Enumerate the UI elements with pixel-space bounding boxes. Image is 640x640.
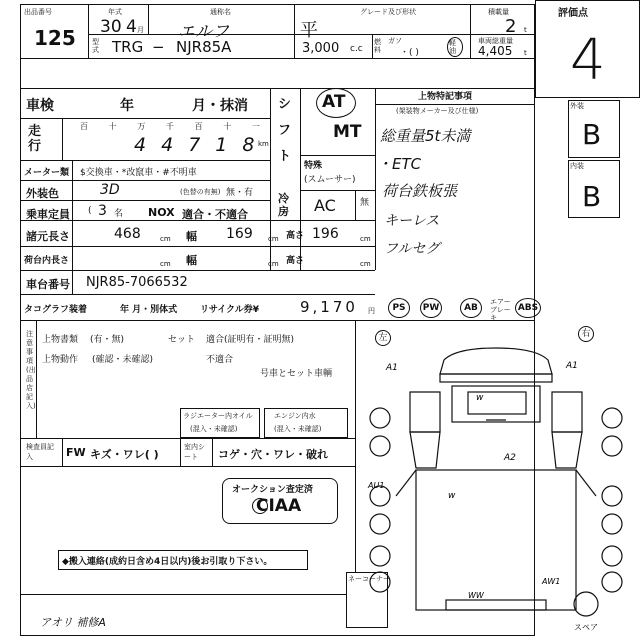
tacho-label: タコグラフ装着 <box>24 305 88 315</box>
action-options: (確認・未確認) <box>92 355 154 365</box>
fw-label: FW <box>66 446 86 459</box>
action-label: 上物動作 <box>42 355 79 365</box>
radiator-label: ラジエーター内オイル <box>183 412 253 420</box>
gvw-label: 車両総重量 <box>478 37 513 45</box>
abs-icon: ABS <box>515 298 541 318</box>
gvw-unit: t <box>524 49 527 57</box>
model-month: 4 <box>126 17 137 37</box>
mileage-label: 走行 <box>28 124 42 154</box>
color-change-value: 無・有 <box>226 188 254 198</box>
shift-label: シフト <box>278 97 292 164</box>
set-vehicle: 号車とセット車輌 <box>260 369 333 379</box>
type-prefix: TRG <box>112 38 144 56</box>
attention-label: 注意事項(出品店記入) <box>26 330 36 410</box>
bed-length-label: 荷台内長さ <box>24 256 70 266</box>
equip-note-2: ・ETC <box>377 155 422 173</box>
type-code: NJR85A <box>176 38 232 56</box>
height-unit: cm <box>360 235 371 243</box>
length-value: 468 <box>114 226 141 242</box>
bed-width-label: 幅 <box>186 254 197 267</box>
corner-label: ネーコーナー <box>348 575 390 583</box>
docs-status: 適合(証明有・証明無) <box>206 335 295 345</box>
chassis-value: NJR85-7066532 <box>86 275 188 290</box>
lot-number-label: 出品番号 <box>24 8 52 16</box>
ab-icon: AB <box>460 298 482 318</box>
length-unit: cm <box>160 235 171 243</box>
bed-height-label: 高さ <box>286 256 305 266</box>
fuel-gas: ガソ <box>388 37 402 45</box>
month-unit: 月 <box>137 26 144 34</box>
fuel-diesel: 軽油 <box>449 39 456 55</box>
docs-options: (有・無) <box>90 335 125 345</box>
mark-spare: スペア <box>574 623 598 632</box>
color-code: 3D <box>100 182 120 198</box>
air-brake-label: エアーブレーキ <box>490 298 511 322</box>
shaken-month: 月・抹消 <box>192 98 248 114</box>
interior-seat-label: 室内シート <box>184 443 205 461</box>
grade-label: グレード及び形状 <box>360 8 416 16</box>
mark-w-cab: w <box>476 393 484 403</box>
lot-number: 125 <box>34 26 76 50</box>
interior-grade: B <box>582 180 602 213</box>
fuel-label: 燃料 <box>374 38 381 54</box>
model-year-label: 年式 <box>108 8 122 16</box>
aircon-label: 冷房 <box>278 192 289 218</box>
mileage-units: 百 十 万 千 百 十 一 <box>80 122 260 131</box>
model-year: 30 <box>100 17 122 37</box>
capacity-label: 積載量 <box>488 8 509 16</box>
equip-note-5: フルセグ <box>384 241 440 257</box>
engine-sub: (混入・未確認) <box>274 425 322 433</box>
color-change: (色替の有無) <box>180 188 221 196</box>
tacho-value: 年 月・別体式 <box>120 305 178 315</box>
displacement: 3,000 <box>302 41 340 56</box>
width-value: 169 <box>226 226 253 242</box>
shaken-year: 年 <box>120 98 134 114</box>
docs-unfit: 不適合 <box>206 355 234 365</box>
color-label: 外装色 <box>26 187 59 200</box>
nox-label: NOX <box>148 206 175 219</box>
special-equip-sub: (架装物メーカー及び仕様) <box>396 107 479 115</box>
set-label: セット <box>168 335 196 345</box>
displacement-unit: c.c <box>350 44 363 54</box>
diagram-left-label: 左 <box>375 330 391 346</box>
width-unit: cm <box>268 235 279 243</box>
equip-note-4: キーレス <box>384 213 440 229</box>
height-label: 高さ <box>286 231 305 241</box>
exterior-label: 外装 <box>570 102 584 110</box>
equip-note-3: 荷台鉄板張 <box>382 182 458 200</box>
type-dash: − <box>152 38 165 56</box>
passengers-value: 3 <box>98 203 107 219</box>
car-name-label: 通称名 <box>210 8 231 16</box>
aircon-none: 無 <box>360 198 370 208</box>
notice-text: ◆搬入連絡(成約日含め4日以内)後お引取り下さい。 <box>62 557 273 567</box>
mark-a2: A2 <box>504 453 516 463</box>
docs-label: 上物書類 <box>42 335 79 345</box>
capacity: 2 <box>505 16 517 37</box>
mark-aw1: AW1 <box>542 577 561 586</box>
at-label: AT <box>322 92 346 112</box>
special-value: (スムーサー) <box>304 175 356 185</box>
meter-options: $交換車・*改竄車・#不明車 <box>80 168 197 178</box>
width-label: 幅 <box>186 230 197 243</box>
mark-a1-right: A1 <box>566 361 578 371</box>
mark-a1-left: A1 <box>386 363 398 373</box>
passengers-label: 乗車定員 <box>26 208 70 221</box>
nox-status: 適合・不適合 <box>182 208 248 221</box>
handwritten-note: アオリ 補修A <box>40 616 106 629</box>
capacity-unit: t <box>524 26 527 34</box>
equip-note-1: 総重量5t未満 <box>380 127 471 145</box>
recycle-label: リサイクル券¥ <box>200 305 260 315</box>
shaken-label: 車検 <box>26 98 54 114</box>
height-value: 196 <box>312 226 339 242</box>
interior-options: コゲ・穴・ワレ・破れ <box>218 448 328 461</box>
pw-icon: PW <box>420 298 442 318</box>
ps-icon: PS <box>388 298 410 318</box>
gvw: 4,405 <box>478 44 513 58</box>
special-equip-label: 上物特記事項 <box>418 92 473 102</box>
ac-label: AC <box>314 196 336 215</box>
exterior-grade: B <box>582 118 602 151</box>
mt-label: MT <box>333 122 362 142</box>
mark-w-bed: w <box>448 491 456 501</box>
type-label: 型式 <box>92 38 99 54</box>
engine-label: エンジン内水 <box>274 412 316 420</box>
score-label: 評価点 <box>558 8 588 19</box>
fuel-paren: ・( ) <box>400 48 419 58</box>
damage-options: キズ・ワレ( ) <box>90 448 159 461</box>
interior-label: 内装 <box>570 162 584 170</box>
passengers-unit: 名 <box>114 209 124 219</box>
vehicle-diagram <box>356 320 640 640</box>
car-name: エルフ <box>178 22 229 42</box>
auction-logo: CIAA <box>256 496 302 516</box>
recycle-unit: 円 <box>368 307 375 315</box>
chassis-label: 車台番号 <box>26 278 70 291</box>
auction-label: オークション査定済 <box>232 485 313 495</box>
diagram-right-label: 右 <box>578 326 594 342</box>
mileage-digits: 4 4 7 1 8 <box>134 134 255 156</box>
mark-au1: AU1 <box>368 481 385 490</box>
inspector-label: 検査員記入 <box>26 443 54 461</box>
grade: 平 <box>300 20 318 41</box>
special-label: 特殊 <box>304 161 323 171</box>
radiator-sub: (混入・未確認) <box>190 425 238 433</box>
score-value: 4 <box>570 28 606 93</box>
length-label: 諸元長さ <box>26 230 70 243</box>
mark-ww: WW <box>468 591 484 600</box>
recycle-amount: 9,170 <box>300 298 358 316</box>
mileage-unit: km <box>258 140 269 148</box>
meter-label: メーター類 <box>24 168 70 178</box>
